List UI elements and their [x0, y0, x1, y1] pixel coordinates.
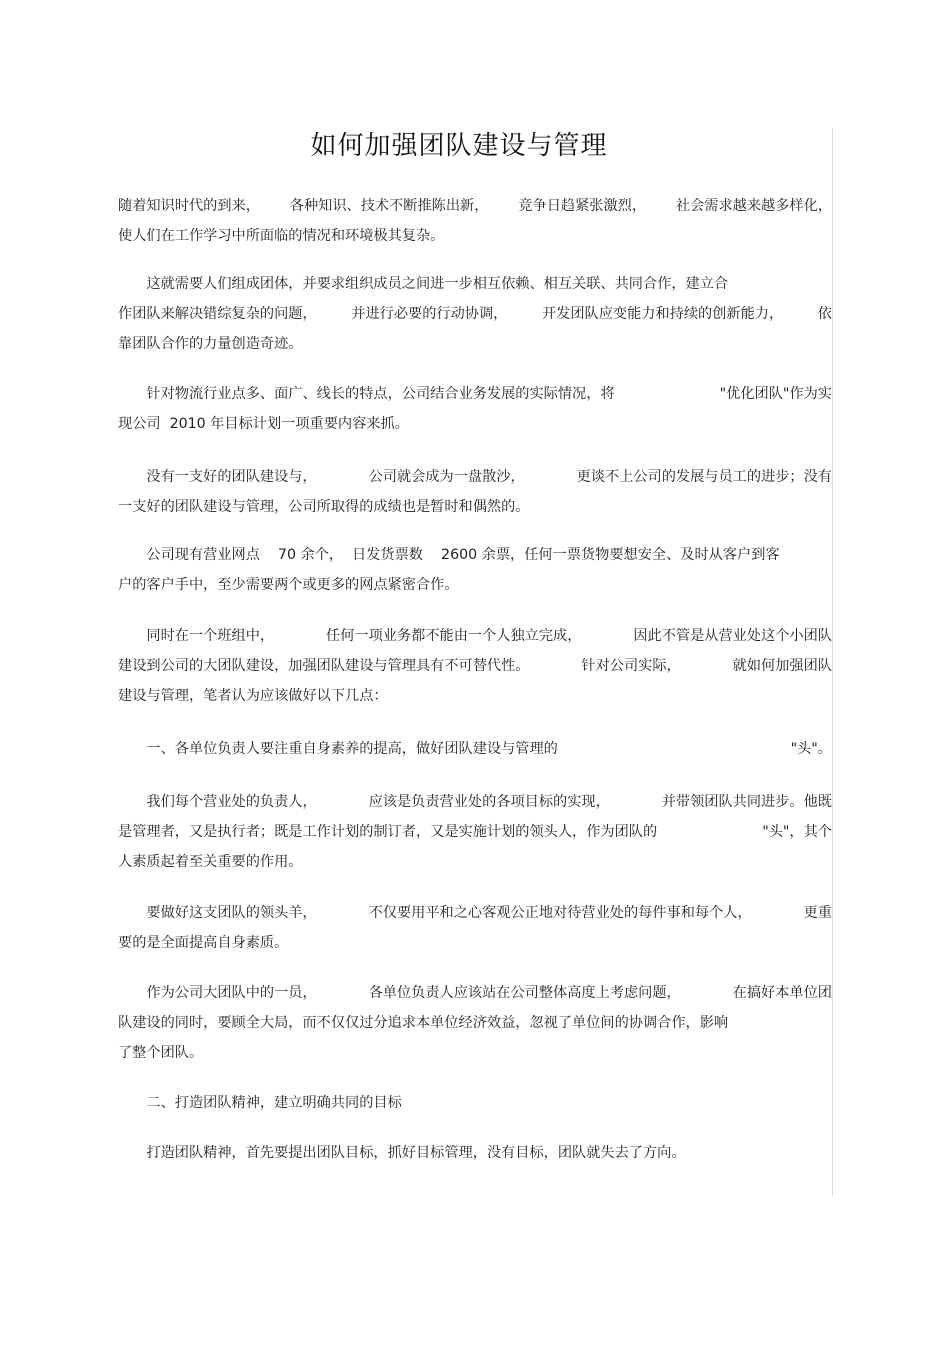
- text-segment: 公司现有营业网点 70 余个， 日发货票数 2600 余票，任何一票货物要想安全、及时从客户到客: [118, 547, 780, 563]
- text-segment: 建设与管理，笔者认为应该做好以下几点：: [118, 688, 388, 704]
- paragraph-line: [118, 933, 288, 953]
- text-segment: 开发团队应变能力和持续的创新能力，: [541, 306, 784, 322]
- text-segment: 这就需要人们组成团体，并要求组织成员之间进一步相互依赖、相互关联、共同合作，建立合: [118, 276, 729, 292]
- text-segment: 并进行必要的行动协调，: [351, 306, 508, 322]
- text-segment: 我们每个营业处的负责人，: [118, 794, 317, 810]
- text-segment: 更谈不上公司的发展与员工的进步；没有: [576, 469, 832, 485]
- text-segment: 户的客户手中，至少需要两个或更多的网点紧密合作。: [118, 577, 459, 593]
- text-segment: 人素质起着至关重要的作用。: [118, 854, 303, 870]
- paragraph-line: [118, 196, 832, 216]
- text-segment: "头"，其个: [762, 824, 832, 840]
- paragraph-line: [118, 983, 832, 1003]
- text-segment: 针对公司实际，: [581, 658, 681, 674]
- text-segment: 各单位负责人应该站在公司整体高度上考虑问题，: [368, 985, 681, 1001]
- text-segment: 同时在一个班组中，: [118, 628, 275, 644]
- paragraph-line: [118, 852, 302, 872]
- paragraph-line: [118, 226, 444, 246]
- paragraph-line: [118, 1013, 728, 1033]
- text-segment: 并带领团队共同进步。他既: [661, 794, 832, 810]
- paragraph-line: [118, 822, 832, 842]
- text-segment: 公司就会成为一盘散沙，: [368, 469, 525, 485]
- text-segment: 一、各单位负责人要注重自身素养的提高，做好团队建设与管理的: [118, 741, 558, 757]
- text-segment: 在搞好本单位团: [732, 985, 832, 1001]
- text-segment: 作团队来解决错综复杂的问题，: [118, 306, 317, 322]
- paragraph-line: [118, 792, 832, 812]
- paragraph-line: [118, 903, 832, 923]
- paragraph-line: [118, 656, 832, 676]
- paragraph-line: [118, 497, 529, 517]
- paragraph-line: [118, 545, 780, 565]
- text-segment: 各种知识、技术不断推陈出新，: [289, 198, 489, 214]
- text-segment: 一支好的团队建设与管理，公司所取得的成绩也是暂时和偶然的。: [118, 499, 530, 515]
- text-segment: 任何一项业务都不能由一个人独立完成，: [326, 628, 582, 644]
- paragraph-line: [118, 1043, 203, 1063]
- text-segment: 针对物流行业点多、面广、线长的特点，公司结合业务发展的实际情况，将: [118, 386, 615, 402]
- paragraph-line: [118, 384, 832, 404]
- text-segment: 依: [817, 306, 832, 322]
- text-segment: 作为公司大团队中的一员，: [118, 985, 317, 1001]
- paragraph-line: [118, 467, 832, 487]
- text-segment: 是管理者，又是执行者；既是工作计划的制订者，又是实施计划的领头人，作为团队的: [118, 824, 658, 840]
- text-segment: 随着知识时代的到来，: [118, 198, 260, 214]
- text-segment: 竞争日趋紧张激烈，: [518, 198, 647, 214]
- text-segment: 二、打造团队精神，建立明确共同的目标: [118, 1095, 402, 1111]
- paragraph-line: [118, 274, 728, 294]
- text-segment: 就如何加强团队: [732, 658, 832, 674]
- text-segment: 建设到公司的大团队建设，加强团队建设与管理具有不可替代性。: [118, 658, 530, 674]
- text-segment: 社会需求越来越多样化，: [675, 198, 832, 214]
- paragraph-line: [118, 575, 459, 595]
- text-segment: 更重: [803, 905, 832, 921]
- paragraph-line: [118, 334, 302, 354]
- text-segment: 没有一支好的团队建设与，: [118, 469, 317, 485]
- page-margin-rule: [832, 128, 833, 1196]
- text-segment: 要做好这支团队的领头羊，: [118, 905, 317, 921]
- text-segment: "头"。: [790, 741, 832, 757]
- text-segment: 靠团队合作的力量创造奇迹。: [118, 336, 303, 352]
- paragraph-line: [118, 1093, 402, 1113]
- paragraph-line: [118, 414, 409, 434]
- text-segment: 因此不管是从营业处这个小团队: [633, 628, 832, 644]
- paragraph-line: [118, 1143, 686, 1163]
- paragraph-line: [118, 739, 832, 759]
- paragraph-line: [118, 686, 388, 706]
- text-segment: 现公司 2010 年目标计划一项重要内容来抓。: [118, 416, 409, 432]
- paragraph-line: [118, 626, 832, 646]
- text-segment: "优化团队"作为实: [719, 386, 832, 402]
- paragraph-line: [118, 304, 832, 324]
- text-segment: 队建设的同时，要顾全大局，而不仅仅过分追求本单位经济效益，忽视了单位间的协调合作，影响: [118, 1015, 729, 1031]
- text-segment: 应该是负责营业处的各项目标的实现，: [368, 794, 610, 810]
- text-segment: 不仅要用平和之心客观公正地对待营业处的每件事和每个人，: [368, 905, 752, 921]
- text-segment: 打造团队精神，首先要提出团队目标，抓好目标管理，没有目标，团队就失去了方向。: [118, 1145, 686, 1161]
- text-segment: 要的是全面提高自身素质。: [118, 935, 289, 951]
- text-segment: 了整个团队。: [118, 1045, 204, 1061]
- text-segment: 使人们在工作学习中所面临的情况和环境极其复杂。: [118, 228, 445, 244]
- document-title: 如何加强团队建设与管理: [310, 131, 608, 161]
